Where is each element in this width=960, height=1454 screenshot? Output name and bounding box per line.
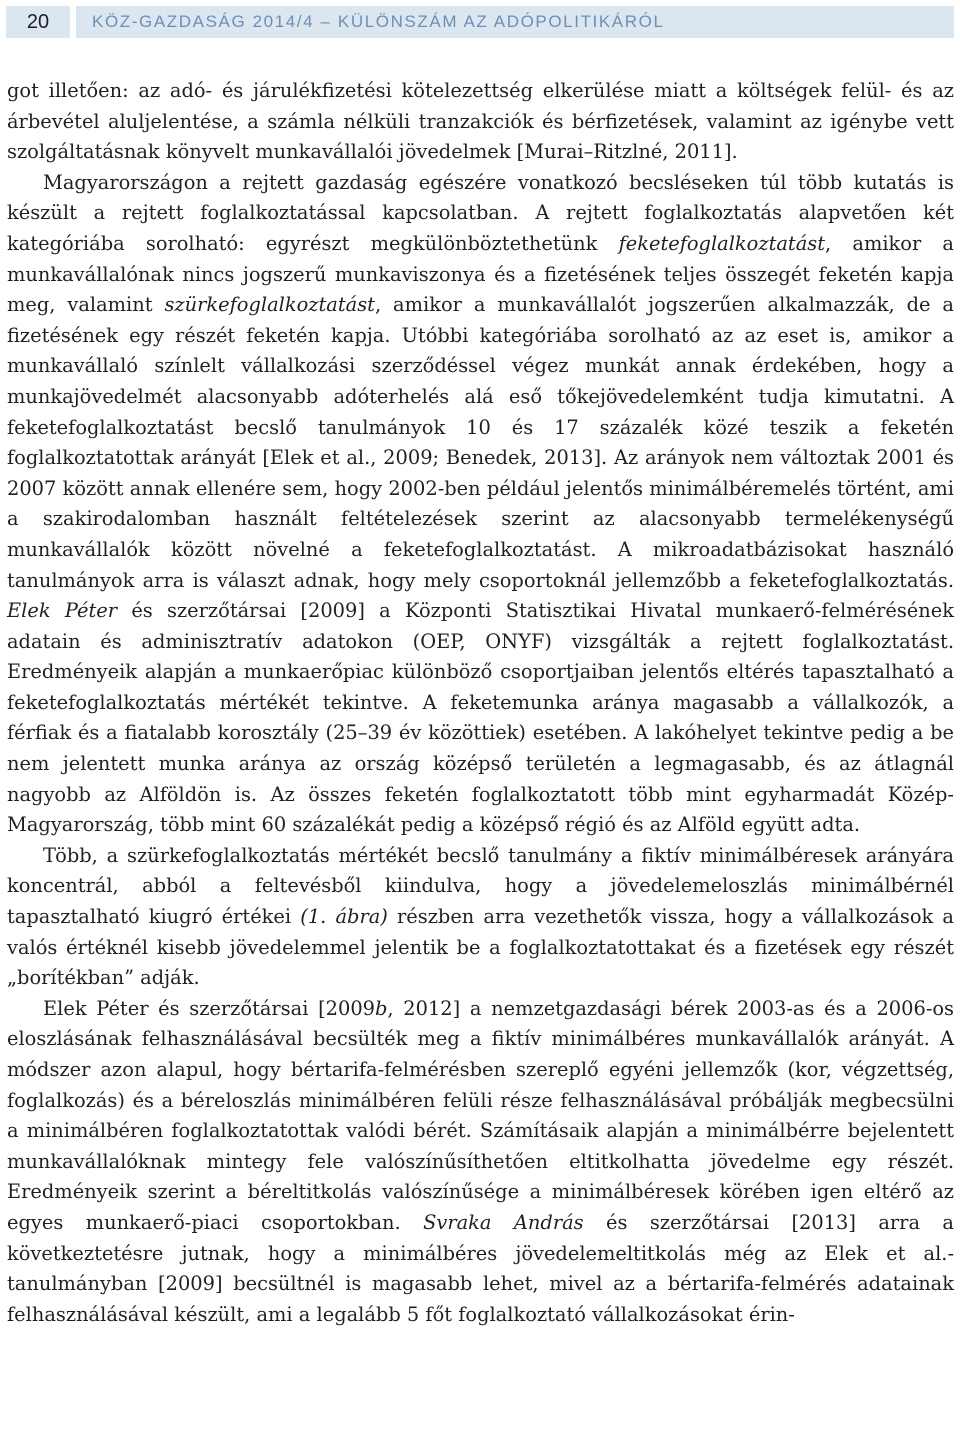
page-header	[6, 6, 954, 38]
text-segment: , amikor a munkavállalót jogszerűen alkalmazzák, de a fizetésének egy részét feketén kapja. Utóbbi kategóriába sorolható az az eset is, amikor a munkavállaló színlelt vállalkozási szerződéssel végez munkát annak érdekében, hogy a munkajövedelmét alacsonyabb adóterhelés alá eső tőkejövedelemként tudja kimutatni. A feketefoglalkoztatást becslő tanulmányok 10 és 17 százalék közé teszik a feketén foglalkoztatottak arányát [Elek et al., 2009; Benedek, 2013]. Az arányok nem változtak 2001 és 2007 között annak ellenére sem, hogy 2002-ben például jelentős minimálbéremelés történt, ami a szakirodalomban használt feltételezések szerint az alacsonyabb termelékenységű munkavállalók között növelné a feketefoglalkoztatást. A mikroadatbázisokat használó tanulmányok arra is választ adnak, hogy mely csoportoknál jellemzőbb a feketefoglalkoztatás.	[7, 293, 954, 592]
text-segment: és szerzőtársai [2013] arra a következtetésre jutnak, hogy a minimálbéres jövedelemeltitkolás még az Elek et al.-tanulmányban [2009] becsültnél is magasabb lehet, mivel az a bértarifa-felmérés adatainak felhasználásával készült, ami a legalább 5 főt foglalkoztató vállalkozásokat érin-	[7, 1210, 954, 1326]
page-number: 20	[6, 6, 70, 38]
text-segment: és szerzőtársai [2009] a Központi Statisztikai Hivatal munkaerő-felmérésének adatain és adminisztratív adatokon (OEP, ONYF) vizsgálták a rejtett foglalkoztatást. Eredményeik alapján a munkaerőpiac különböző csoportjaiban jelentős eltérés tapasztalható a feketefoglalkoztatás mértékét tekintve. A feketemunka aránya magasabb a vállalkozók, a férfiak és a fiatalabb korosztály (25–39 év közöttiek) esetében. A lakóhelyet tekintve pedig a be nem jelentett munka aránya az ország középső területén a legmagasabb, és az átlagnál nagyobb az Alföldön is. Az összes feketén foglalkoztatott több mint egyharmadát Közép-Magyarország, több mint 60 százalékát pedig a középső régió és az Alföld együtt adta.	[7, 599, 954, 837]
paragraph-3	[7, 841, 954, 994]
text-segment: Több, a szürkefoglalkoztatás mértékét becslő tanulmány a fiktív minimálbéresek arányára koncentrál, abból a feltevésből kiindulva, hogy a jövedelemeloszlás minimálbérnél tapasztalható kiugró értékei	[7, 843, 954, 929]
paragraph-2	[7, 168, 954, 841]
author-name: Elek Péter	[7, 599, 118, 623]
author-name: Svraka András	[423, 1210, 584, 1234]
text-segment: Magyarországon a rejtett gazdaság egészére vonatkozó becsléseken túl több kutatás is készült a rejtett foglalkoztatással kapcsolatban. A rejtett foglalkoztatás alapvetően két kategóriába sorolható: egyrészt megkülönböztethetünk	[7, 170, 954, 255]
figure-reference: (1. ábra)	[300, 905, 388, 929]
text-segment: , 2012] a nemzetgazdasági bérek 2003-as és a 2006-os eloszlásának felhasználásával becsülték meg a fiktív minimálbéres munkavállalók arányát. A módszer azon alapul, hogy bértarifa-felmérésben szereplő egyéni jellemzők (kor, végzettség, foglalkozás) és a béreloszlás minimálbéren felüli része felhasználásával próbálják megbecsülni a minimálbéren foglalkoztatottak valódi bérét. Számításaik alapján a minimálbérre bejelentett munkavállalóknak mintegy fele valószínűsíthetően eltitkolhatta jövedelme egy részét. Eredményeik szerint a béreltitkolás valószínűsége a minimálbéresek körében igen eltérő az egyes munkaerő-piaci csoportokban.	[7, 996, 954, 1234]
text-segment: Elek Péter és szerzőtársai [2009	[43, 996, 375, 1020]
text-segment: részben arra vezethetők vissza, hogy a vállalkozások a valós értéknél kisebb jövedelemmel jelentik be a foglalkoztatottakat és a fizetések egy részét „borítékban” adják.	[7, 905, 954, 990]
text-segment: , amikor a munkavállalónak nincs jogszerű munkaviszonya és a fizetésének teljes összegét feketén kapja meg, valamint	[7, 231, 954, 317]
paragraph-4	[7, 994, 954, 1331]
paragraph-1: got illetően: az adó- és járulékfizetési kötelezettség elkerülése miatt a költségek felül- és az árbevétel aluljelentése, a számla nélküli tranzakciók és bérfizetések, valamint az igénybe vett szolgáltatásnak könyvelt munkavállalói jövedelmek [Murai–Ritzlné, 2011].	[7, 79, 954, 164]
body-text	[7, 76, 954, 1330]
italic-term: szürkefoglalkoztatást	[164, 293, 375, 317]
italic-term: feketefoglalkoztatást	[618, 231, 826, 255]
citation-suffix: b	[375, 996, 388, 1020]
running-title: KÖZ-GAZDASÁG 2014/4 – KÜLÖNSZÁM AZ ADÓPOLITIKÁRÓL	[76, 6, 954, 38]
